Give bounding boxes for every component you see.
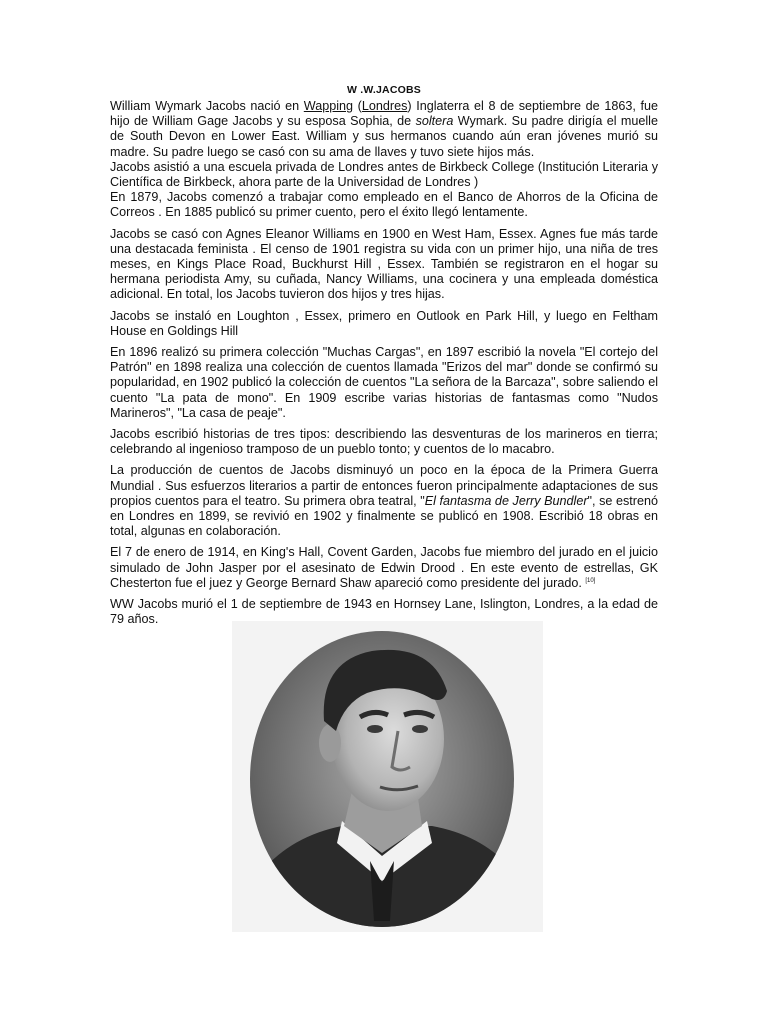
- reference-link[interactable]: [10]: [585, 577, 596, 584]
- paragraph-marriage: Jacobs se casó con Agnes Eleanor Williams en 1900 en West Ham, Essex. Agnes fue más tarde una destacada feminista . El censo de 1901 registra su vida con un primer hijo, una niña de tres meses, en Kings Place Road, Buckhurst Hill , Essex. También se registraron en el hogar su hermana periodista Amy, su cuñada, Nancy Williams, una cocinera y una empleada doméstica adicional. En total, los Jacobs tuvieron dos hijos y tres hijas.: [110, 226, 658, 302]
- text-run: William Wymark Jacobs nació en: [110, 99, 304, 113]
- text-run: ) Inglaterra el 8 de septiembre de 1863, fue hijo de William Gage Jacobs y su esposa Sophia, de: [110, 99, 658, 129]
- text-run: El 7 de enero de 1914, en King's Hall, Covent Garden, Jacobs fue miembro del jurado en el juicio simulado de John Jasper por el asesinato de Edwin Drood . En este evento de estrellas, GK Chesterton fue el juez y George Bernard Shaw apareció como presidente del jurado.: [110, 545, 658, 590]
- paragraph-trial: [110, 545, 658, 591]
- portrait-image: [232, 621, 543, 932]
- paragraph-education: Jacobs asistió a una escuela privada de Londres antes de Birkbeck College (Institución Literaria y Científica de Birkbeck, ahora parte de la Universidad de Londres ): [110, 159, 658, 190]
- paragraph-residence: Jacobs se instaló en Loughton , Essex, primero en Outlook en Park Hill, y luego en Feltham House en Goldings Hill: [110, 308, 658, 338]
- italic-title: El fantasma de Jerry Bundler: [424, 493, 588, 508]
- paragraph-works: En 1896 realizó su primera colección "Muchas Cargas", en 1897 escribió la novela "El cortejo del Patrón" en 1898 realiza una colección de cuentos llamada "Erizos del mar" donde se confirmó su popularidad, en 1902 publicó la colección de cuentos "La señora de la Barcaza", sobre saliendo el cuento "La pata de mono". En 1909 escribe varias historias de fantasmas como "Nudos Marineros", "La casa de peaje".: [110, 345, 658, 420]
- left-eye: [367, 725, 383, 733]
- page-title: W .W.JACOBS: [347, 84, 421, 96]
- paragraph-birth: [110, 99, 658, 160]
- paragraph-death: WW Jacobs murió el 1 de septiembre de 1943 en Hornsey Lane, Islington, Londres, a la edad de 79 años.: [110, 597, 658, 627]
- right-eye: [412, 725, 428, 733]
- italic-text: soltera: [415, 114, 454, 129]
- link-londres[interactable]: Londres: [361, 99, 408, 113]
- text-run: La producción de cuentos de Jacobs disminuyó un poco en la época de la Primera Guerra Mundial . Sus esfuerzos literarios a partir de entonces fueron principalmente adaptaciones de sus propios cuentos para el teatro. Su primera obra teatral, ": [110, 463, 658, 508]
- portrait-photo: [232, 621, 543, 932]
- text-run: ", se estrenó en Londres en 1899, se revivió en 1902 y finalmente se publicó en 1908. Escribió 18 obras en total, algunas en colaboración.: [110, 493, 658, 539]
- paragraph-employment: En 1879, Jacobs comenzó a trabajar como empleado en el Banco de Ahorros de la Oficina de Correos . En 1885 publicó su primer cuento, pero el éxito llegó lentamente.: [110, 190, 658, 220]
- paragraph-story-types: Jacobs escribió historias de tres tipos: describiendo las desventuras de los marineros en tierra; celebrando al ingenioso tramposo de un pueblo tonto; y cuentos de lo macabro.: [110, 427, 658, 457]
- text-run: (: [353, 99, 362, 113]
- text-run: Wymark. Su padre dirigía el muelle de South Devon en Lower East. William y sus hermanos cuando aún eran jóvenes murió su madre. Su padre luego se casó con su ama de llaves y tuvo siete hijos más.: [110, 114, 658, 159]
- link-wapping[interactable]: Wapping: [303, 99, 354, 113]
- ear: [319, 724, 341, 762]
- article-body: [110, 99, 658, 634]
- paragraph-theatre: [110, 463, 658, 539]
